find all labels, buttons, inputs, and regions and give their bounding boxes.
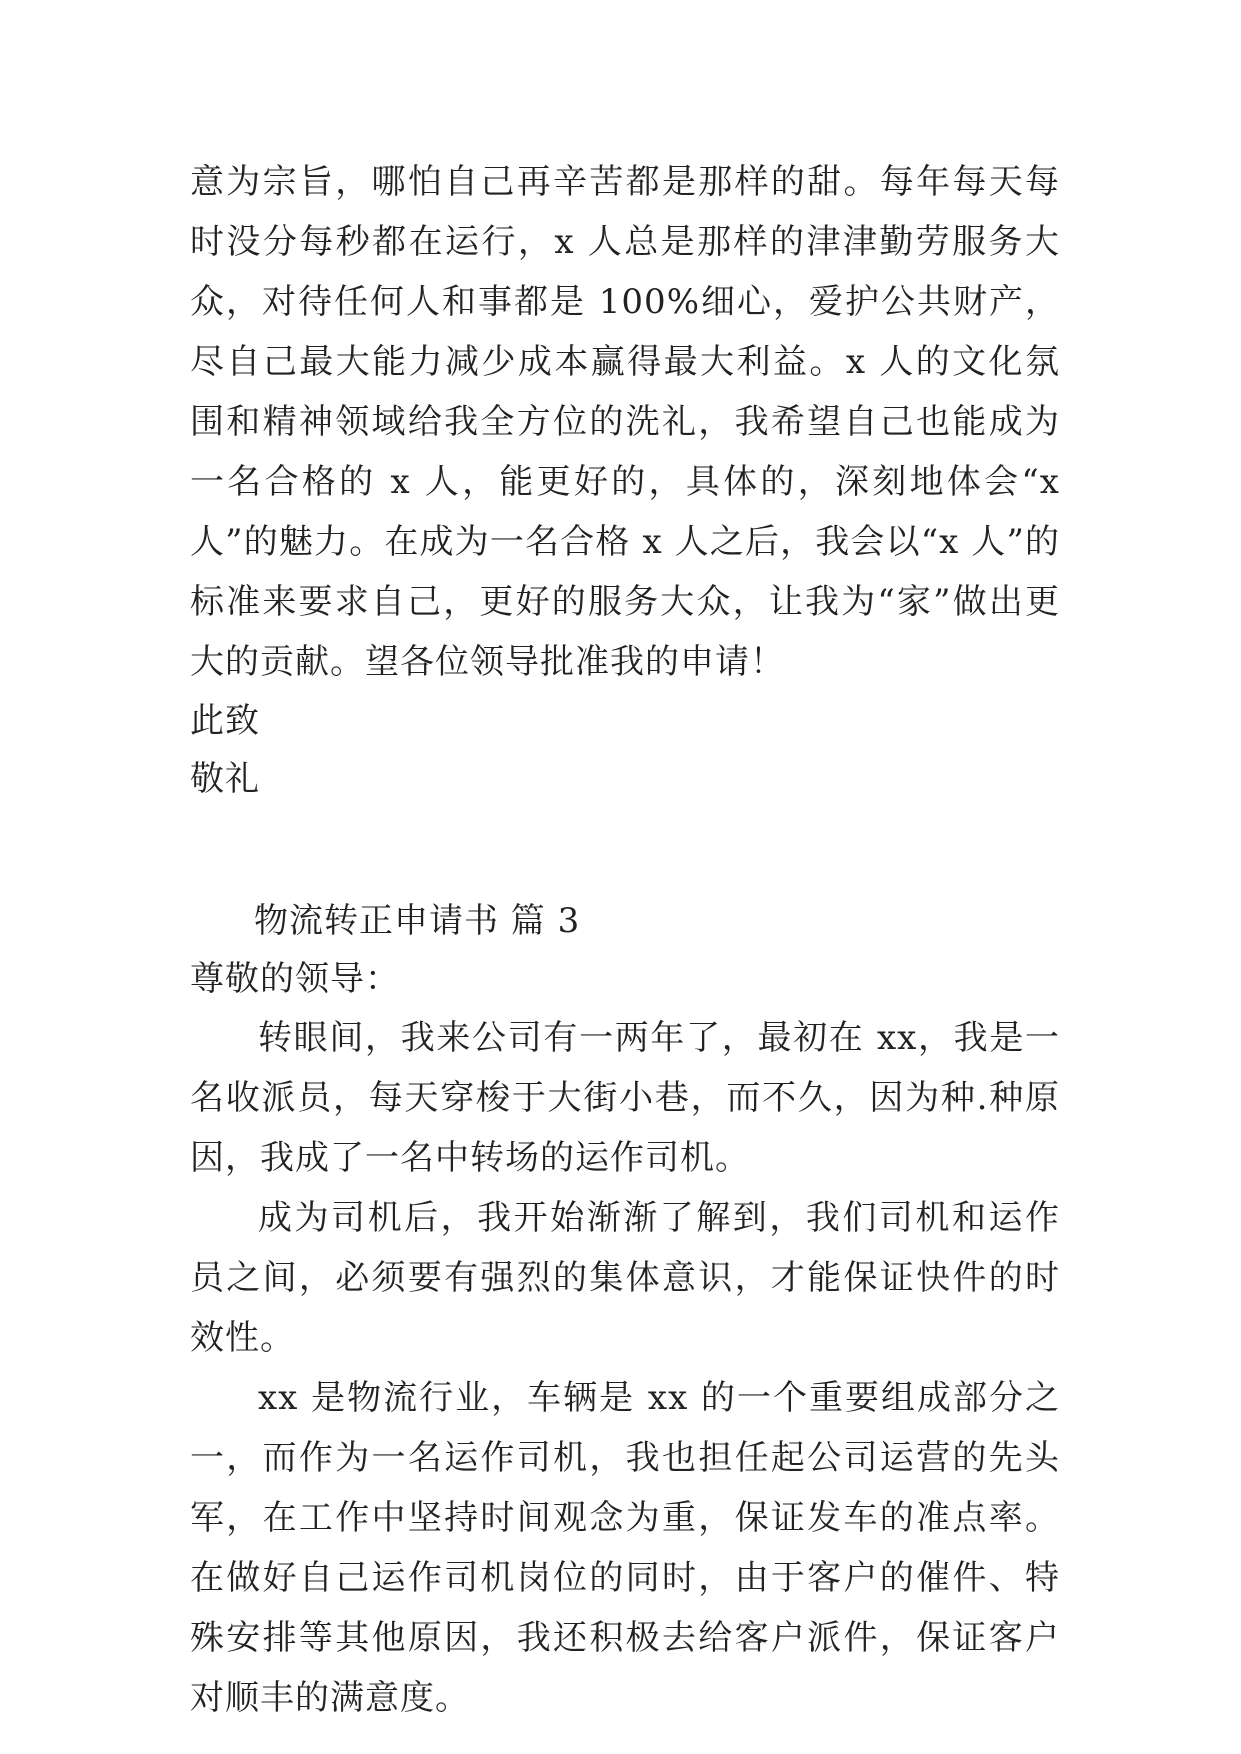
document-body (190, 152, 1060, 1728)
salutation: 尊敬的领导： (190, 959, 400, 999)
paragraph-2: 成为司机后，我开始渐渐了解到，我们司机和运作员之间，必须要有强烈的集体意识，才能保证快件的时效性。 (190, 1198, 1060, 1358)
closing-line-2: 敬礼 (190, 759, 260, 799)
section-title: 物流转正申请书 篇 3 (254, 901, 581, 941)
paragraph-3: xx 是物流行业，车辆是 xx 的一个重要组成部分之一，而作为一名运作司机，我也担任起公司运营的先头军，在工作中坚持时间观念为重，保证发车的准点率。在做好自己运作司机岗位的同时，由于客户的催件、特殊安排等其他原因，我还积极去给客户派件，保证客户对顺丰的满意度。 (190, 1378, 1060, 1718)
closing-line-1: 此致 (190, 701, 260, 741)
paragraph-continuation: 意为宗旨，哪怕自己再辛苦都是那样的甜。每年每天每时没分每秒都在运行，x 人总是那样的津津勤劳服务大众，对待任何人和事都是 100%细心，爱护公共财产，尽自己最大能力减少成本赢得最大利益。x 人的文化氛围和精神领域给我全方位的洗礼，我希望自己也能成为一名合格的 x 人，能更好的，具体的，深刻地体会“x 人”的魅力。在成为一名合格 x 人之后，我会以“x 人”的标准来要求自己，更好的服务大众，让我为“家”做出更大的贡献。望各位领导批准我的申请！ (190, 162, 1060, 682)
paragraph-1: 转眼间，我来公司有一两年了，最初在 xx，我是一名收派员，每天穿梭于大街小巷，而不久，因为种.种原因，我成了一名中转场的运作司机。 (190, 1018, 1060, 1178)
